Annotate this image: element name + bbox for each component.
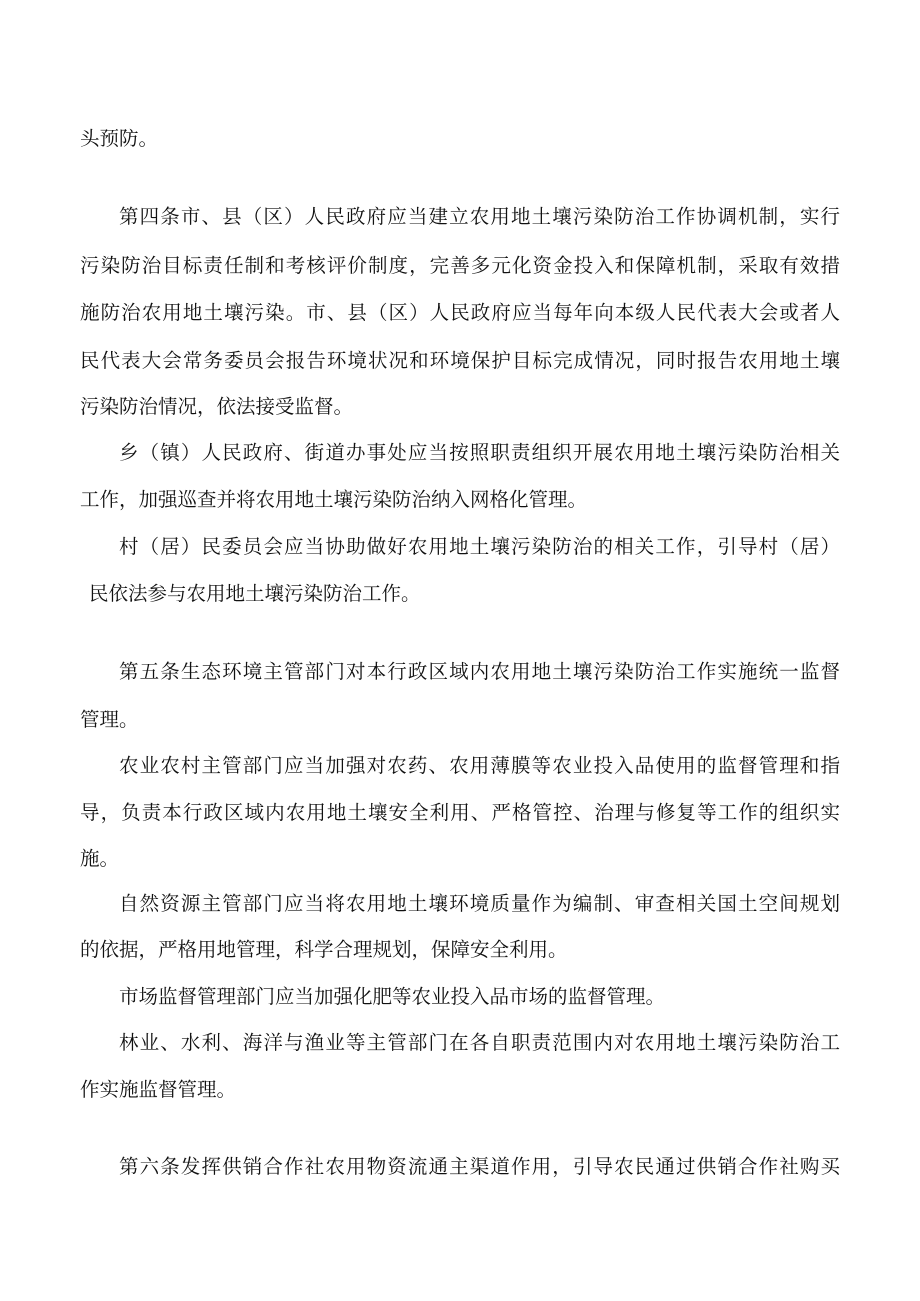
article-4-line: 污染防治目标责任制和考核评价制度，完善多元化资金投入和保障机制，采取有效措 — [80, 254, 840, 277]
paragraph-line: 市场监督管理部门应当加强化肥等农业投入品市场的监督管理。 — [119, 985, 666, 1008]
paragraph-line: 民依法参与农用地土壤污染防治工作。 — [89, 582, 421, 605]
article-4-line: 民代表大会常务委员会报告环境状况和环境保护目标完成情况，同时报告农用地土壤 — [80, 349, 840, 372]
paragraph-line: 的依据，严格用地管理，科学合理规划，保障安全利用。 — [80, 938, 568, 961]
paragraph-line: 作实施监督管理。 — [80, 1078, 237, 1101]
paragraph-line: 自然资源主管部门应当将农用地土壤环境质量作为编制、审查相关国土空间规划 — [119, 892, 840, 915]
paragraph-line: 施。 — [80, 847, 120, 870]
article-4-line: 施防治农用地土壤污染。市、县（区）人民政府应当每年向本级人民代表大会或者人 — [80, 301, 840, 324]
article-6-line: 第六条发挥供销合作社农用物资流通主渠道作用，引导农民通过供销合作社购买 — [119, 1155, 840, 1178]
paragraph-line: 村（居）民委员会应当协助做好农用地土壤污染防治的相关工作，引导村（居） — [119, 535, 840, 558]
paragraph-line: 林业、水利、海洋与渔业等主管部门在各自职责范围内对农用地土壤污染防治工 — [119, 1031, 840, 1054]
article-4-line: 污染防治情况，依法接受监督。 — [80, 395, 354, 418]
article-4-line: 第四条市、县（区）人民政府应当建立农用地土壤污染防治工作协调机制，实行 — [119, 205, 840, 228]
article-5-line: 管理。 — [80, 708, 139, 731]
paragraph-line: 工作，加强巡查并将农用地土壤污染防治纳入网格化管理。 — [80, 488, 588, 511]
paragraph-line: 农业农村主管部门应当加强对农药、农用薄膜等农业投入品使用的监督管理和指 — [119, 754, 840, 777]
text-line: 头预防。 — [80, 127, 159, 150]
article-5-line: 第五条生态环境主管部门对本行政区域内农用地土壤污染防治工作实施统一监督 — [119, 660, 840, 683]
paragraph-line: 乡（镇）人民政府、街道办事处应当按照职责组织开展农用地土壤污染防治相关 — [119, 441, 840, 464]
paragraph-line: 导，负责本行政区域内农用地土壤安全利用、严格管控、治理与修复等工作的组织实 — [80, 801, 840, 824]
